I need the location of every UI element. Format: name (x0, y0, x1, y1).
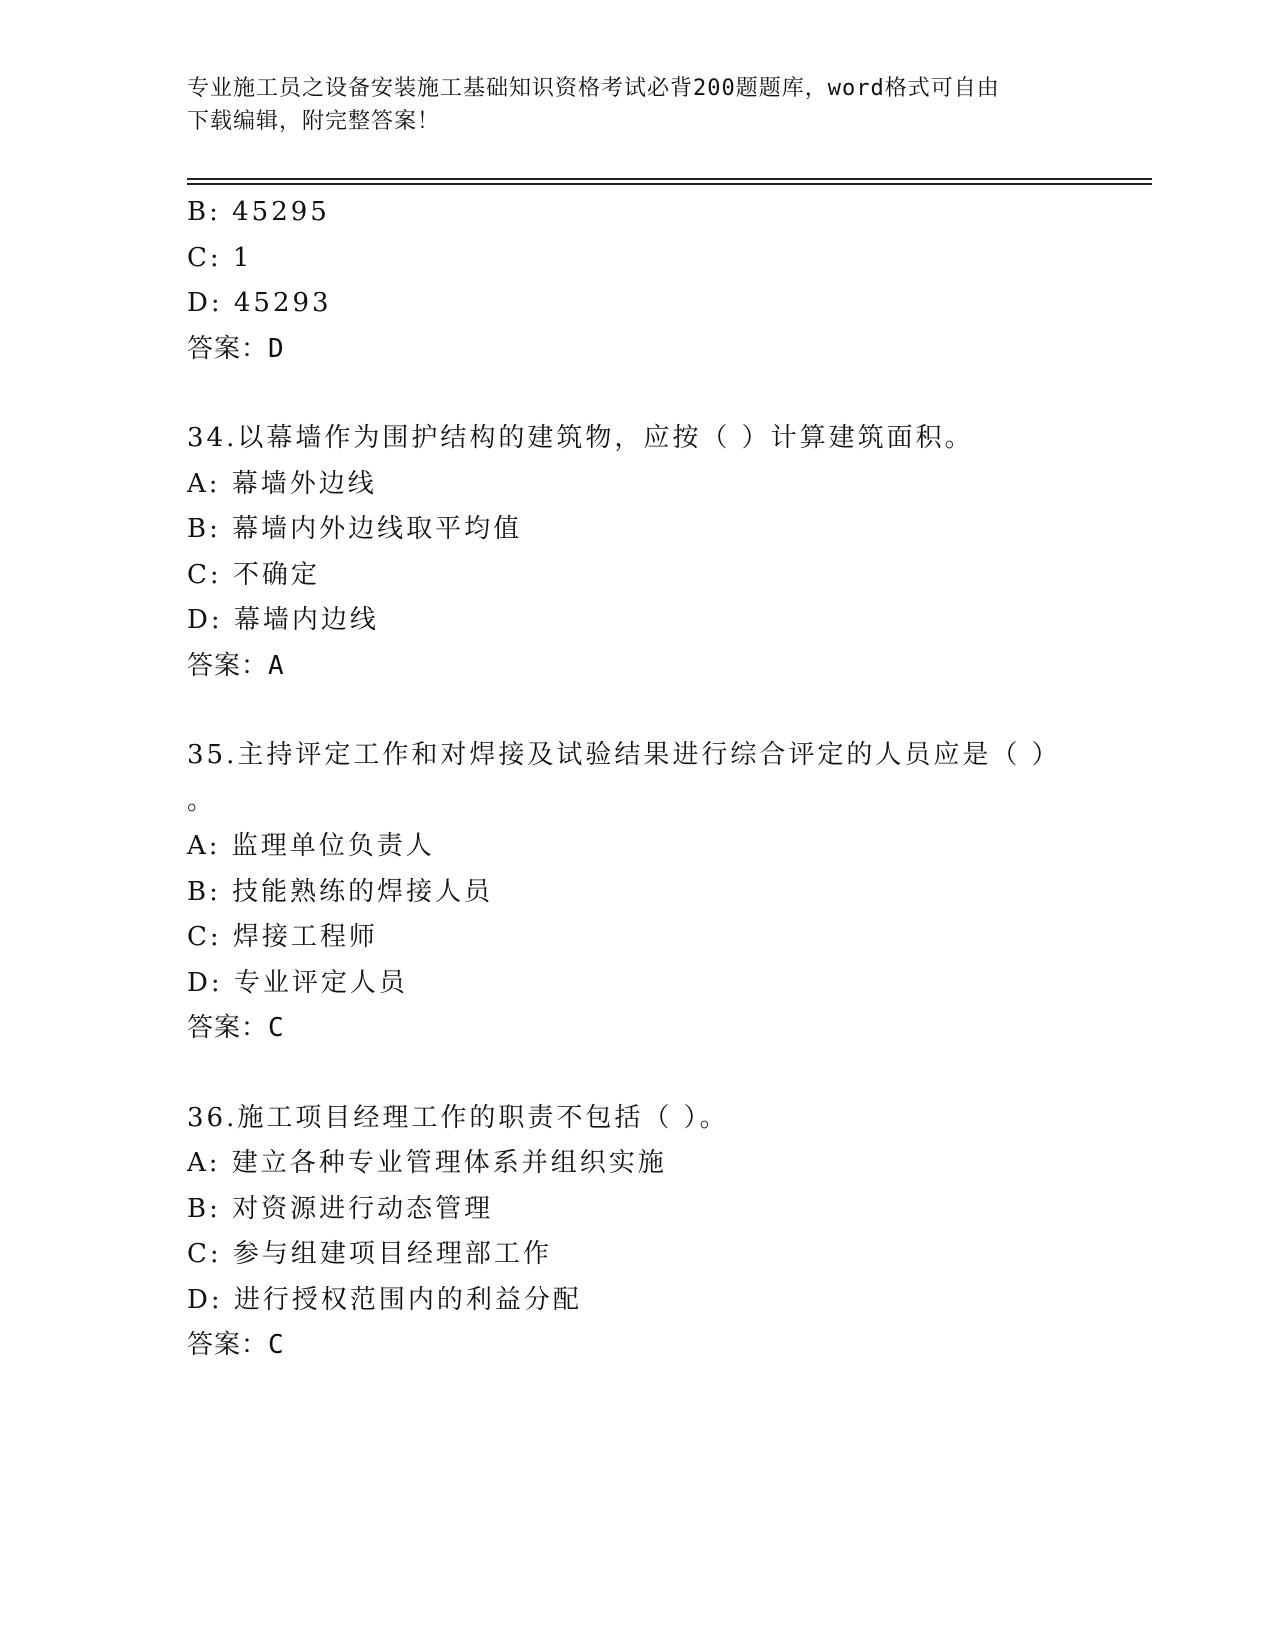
option-c: C: 1 (187, 242, 253, 273)
option-d: D: 45293 (187, 288, 332, 318)
option-b: B: 技能熟练的焊接人员 (187, 876, 494, 907)
question-36 (187, 1096, 1147, 1369)
option-d: D: 幕墙内边线 (187, 605, 379, 635)
option-a: A: 幕墙外边线 (187, 468, 377, 499)
answer-line: 答案：C (187, 1013, 285, 1043)
option-b: B: 幕墙内外边线取平均值 (187, 514, 523, 544)
header-rule-top (187, 178, 1152, 180)
answer-line: 答案：D (187, 333, 285, 364)
question-list (187, 190, 1147, 1369)
option-a: A: 建立各种专业管理体系并组织实施 (187, 1148, 667, 1178)
header-line-1: 专业施工员之设备安装施工基础知识资格考试必背200题题库，word格式可自由 (187, 76, 1000, 101)
option-c: C: 焊接工程师 (187, 922, 378, 952)
document-header (187, 72, 1087, 138)
option-a: A: 监理单位负责人 (187, 831, 435, 861)
question-stem: 36.施工项目经理工作的职责不包括（ ）。 (187, 1102, 729, 1133)
question-33-tail (187, 190, 1147, 372)
option-d: D: 进行授权范围内的利益分配 (187, 1284, 582, 1315)
option-c: C: 参与组建项目经理部工作 (187, 1239, 552, 1269)
question-stem: 34.以幕墙作为围护结构的建筑物，应按（ ）计算建筑面积。 (187, 423, 974, 453)
question-35 (187, 733, 1147, 1052)
answer-line: 答案：A (187, 650, 285, 681)
header-rule-bottom (187, 183, 1152, 185)
option-b: B: 对资源进行动态管理 (187, 1193, 494, 1224)
question-34 (187, 416, 1147, 689)
header-line-2: 下载编辑，附完整答案！ (187, 109, 441, 134)
option-b: B: 45295 (187, 197, 330, 227)
question-stem: 35.主持评定工作和对焊接及试验结果进行综合评定的人员应是（ ） (187, 740, 1061, 770)
option-c: C: 不确定 (187, 559, 320, 590)
option-d: D: 专业评定人员 (187, 967, 408, 998)
answer-line: 答案：C (187, 1330, 285, 1360)
question-stem-continuation: 。 (187, 785, 217, 816)
